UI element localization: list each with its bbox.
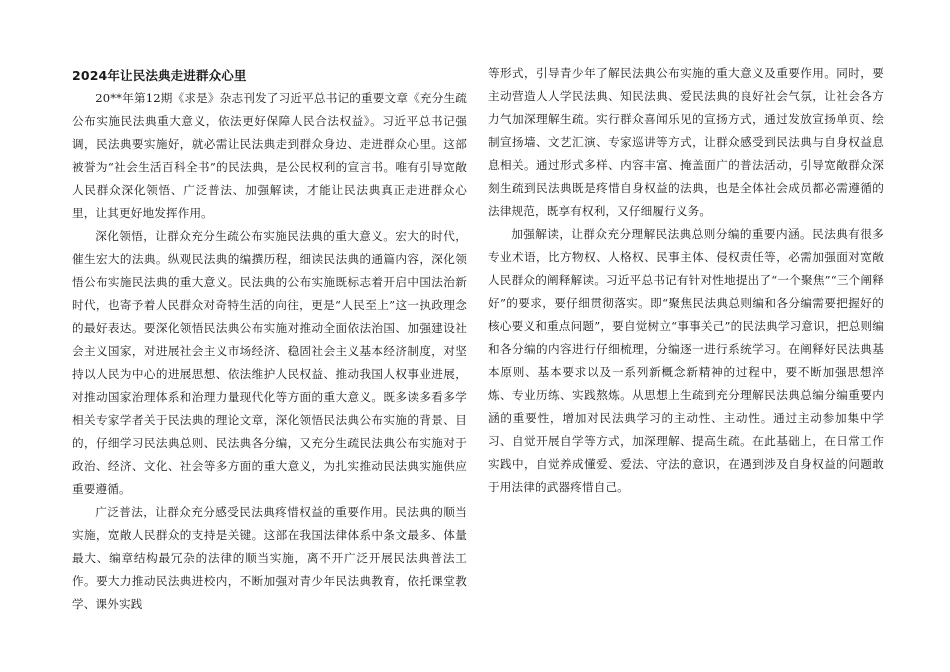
paragraph-interpretation: 加强解读，让群众充分理解民法典总则分编的重要内涵。民法典有很多专业术语，比方物权、人格权、民事主体、侵权责任等，必需加强面对宽敞人民群众的阐释解读。习近平总书记有针对性地提出了“一个聚焦”“三个阐释好”的要求，要仔细贯彻落实。即“聚焦民法典总则编和各分编需要把握好的核心要义和重点问题”，要自觉树立“事事关己”的民法典学习意识，把总则编和各分编的内容进行仔细梳理，分编逐一进行系统学习。在阐释好民法典基本原则、基本要求以及一系列新概念新精神的过程中，要不断加强思想淬炼、专业历练、实践熬炼。从思想上生疏到充分理解民法典总编分编重要内涵的重要性，增加对民法典学习的主动性、主动性。通过主动参加集中学习、自觉开展自学等方式，加深理解、提高生疏。在此基础上，在日常工作实践中，自觉养成懂爱、爱法、守法的意识，在遇到涉及自身权益的问题敢于用法律的武器疼惜自己。	[488, 227, 884, 494]
paragraph-popularization: 广泛普法，让群众充分感受民法典疼惜权益的重要作用。民法典的顺当实施，宽敞人民群众的支持是关键。这部在我国法律体系中条文最多、体量最大、编章结构最冗杂的法律的顺当实施，离不开广泛开展民法典普法工作。要大力推动民法典进校内，不断加强对青少年民法典教育，依托课堂教学、课外实践	[72, 505, 467, 611]
paragraph-understanding: 深化领悟，让群众充分生疏公布实施民法典的重大意义。宏大的时代，催生宏大的法典。纵观民法典的编撰历程，细读民法典的通篇内容，深化领悟公布实施民法典的重大意义。民法典的公布实施既标志着开启中国法治新时代，也寄予着人民群众对奇特生活的向往，更是“人民至上”这一执政理念的最好表达。要深化领悟民法典公布实施对推动全面依法治国、加强建设社会主义国家，对进展社会主义市场经济、稳固社会主义基本经济制度，对坚持以人民为中心的进展思想、依法维护人民权益、推动我国人权事业进展，对推动国家治理体系和治理力量现代化等方面的重大意义。既多读多看多学相关专家学者关于民法典的理论文章，深化领悟民法典公布实施的背景、目的，仔细学习民法典总则、民法典各分编，又充分生疏民法典公布实施对于政治、经济、文化、社会等多方面的重大意义，为扎实推动民法典实施供应重要遵循。	[72, 229, 467, 496]
left-column	[72, 62, 467, 616]
paragraph-popularization-continued: 等形式，引导青少年了解民法典公布实施的重大意义及重要作用。同时，要主动营造人人学民法典、知民法典、爱民法典的良好社会气氛，让社会各方力气加深理解生疏。实行群众喜闻乐见的宣扬方式，通过发放宣扬单页、绘制宣扬墙、文艺汇演、专家巡讲等方式，让群众感受到民法典与自身权益息息相关。通过形式多样、内容丰富、掩盖面广的普法活动，引导宽敞群众深刻生疏到民法典既是疼惜自身权益的法典，也是全体社会成员都必需遵循的法律规范，既享有权利，又仔细履行义务。	[488, 66, 884, 218]
document-title: 2024年让民法典走进群众心里	[72, 68, 247, 83]
paragraph-intro: 20**年第12期《求是》杂志刊发了习近平总书记的重要文章《充分生疏公布实施民法典重大意义，依法更好保障人民合法权益》。习近平总书记强调，民法典要实施好，就必需让民法典走到群众身边、走进群众心里。这部被誉为“社会生活百科全书”的民法典，是公民权利的宣言书。唯有引导宽敞人民群众深化领悟、广泛普法、加强解读，才能让民法典真正走进群众心里，让其更好地发挥作用。	[72, 91, 467, 220]
right-column	[488, 62, 884, 499]
